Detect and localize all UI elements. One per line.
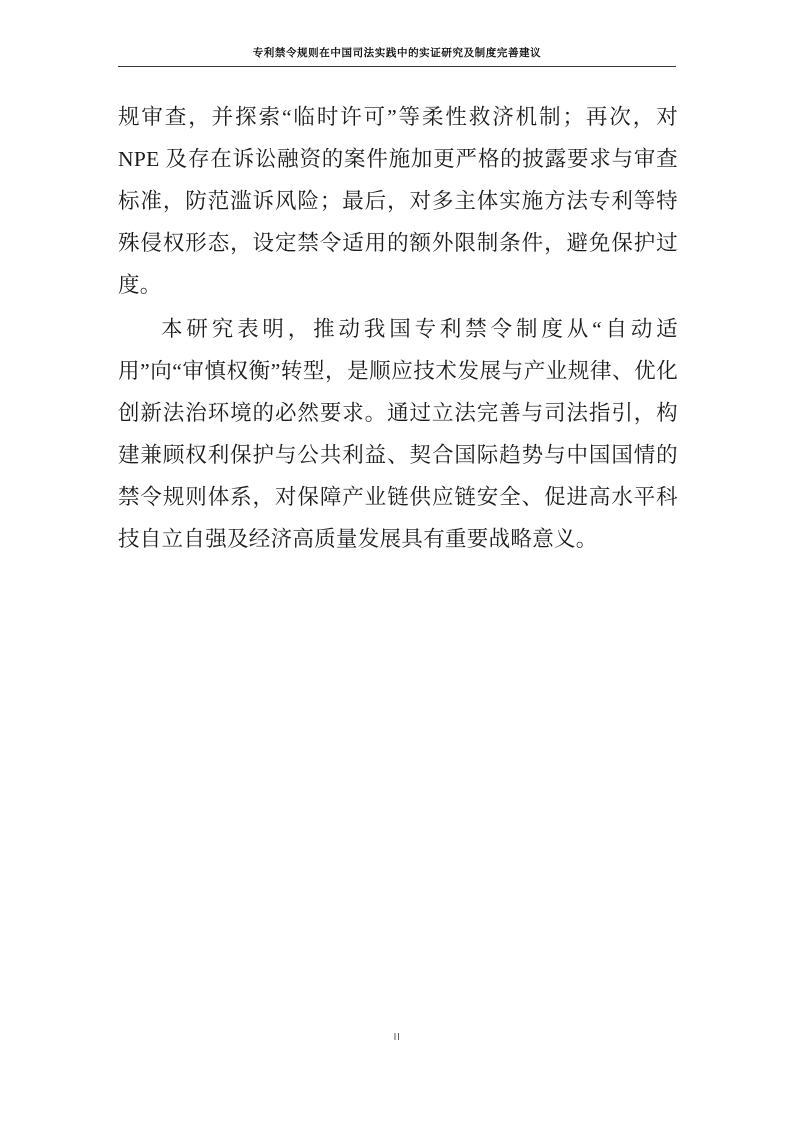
body-paragraph: 规审查，并探索“临时许可”等柔性救济机制；再次，对 NPE 及存在诉讼融资的案件施加更严格的披露要求与审查标准，防范滥诉风险；最后，对多主体实施方法专利等特殊侵权形态，设定禁令适用的额外限制条件，避免保护过度。 bbox=[118, 105, 678, 297]
document-body bbox=[118, 96, 678, 560]
page-footer bbox=[0, 1027, 794, 1045]
running-title: 专利禁令规则在中国司法实践中的实证研究及制度完善建议 bbox=[252, 47, 542, 59]
body-paragraph: 本研究表明，推动我国专利禁令制度从“自动适用”向“审慎权衡”转型，是顺应技术发展与产业规律、优化创新法治环境的必然要求。通过立法完善与司法指引，构建兼顾权利保护与公共利益、契合国际趋势与中国国情的禁令规则体系，对保障产业链供应链安全、促进高水平科技自立自强及经济高质量发展具有重要战略意义。 bbox=[118, 317, 678, 551]
page-header bbox=[118, 46, 676, 67]
page-number: II bbox=[393, 1032, 401, 1043]
header-divider bbox=[118, 66, 676, 67]
